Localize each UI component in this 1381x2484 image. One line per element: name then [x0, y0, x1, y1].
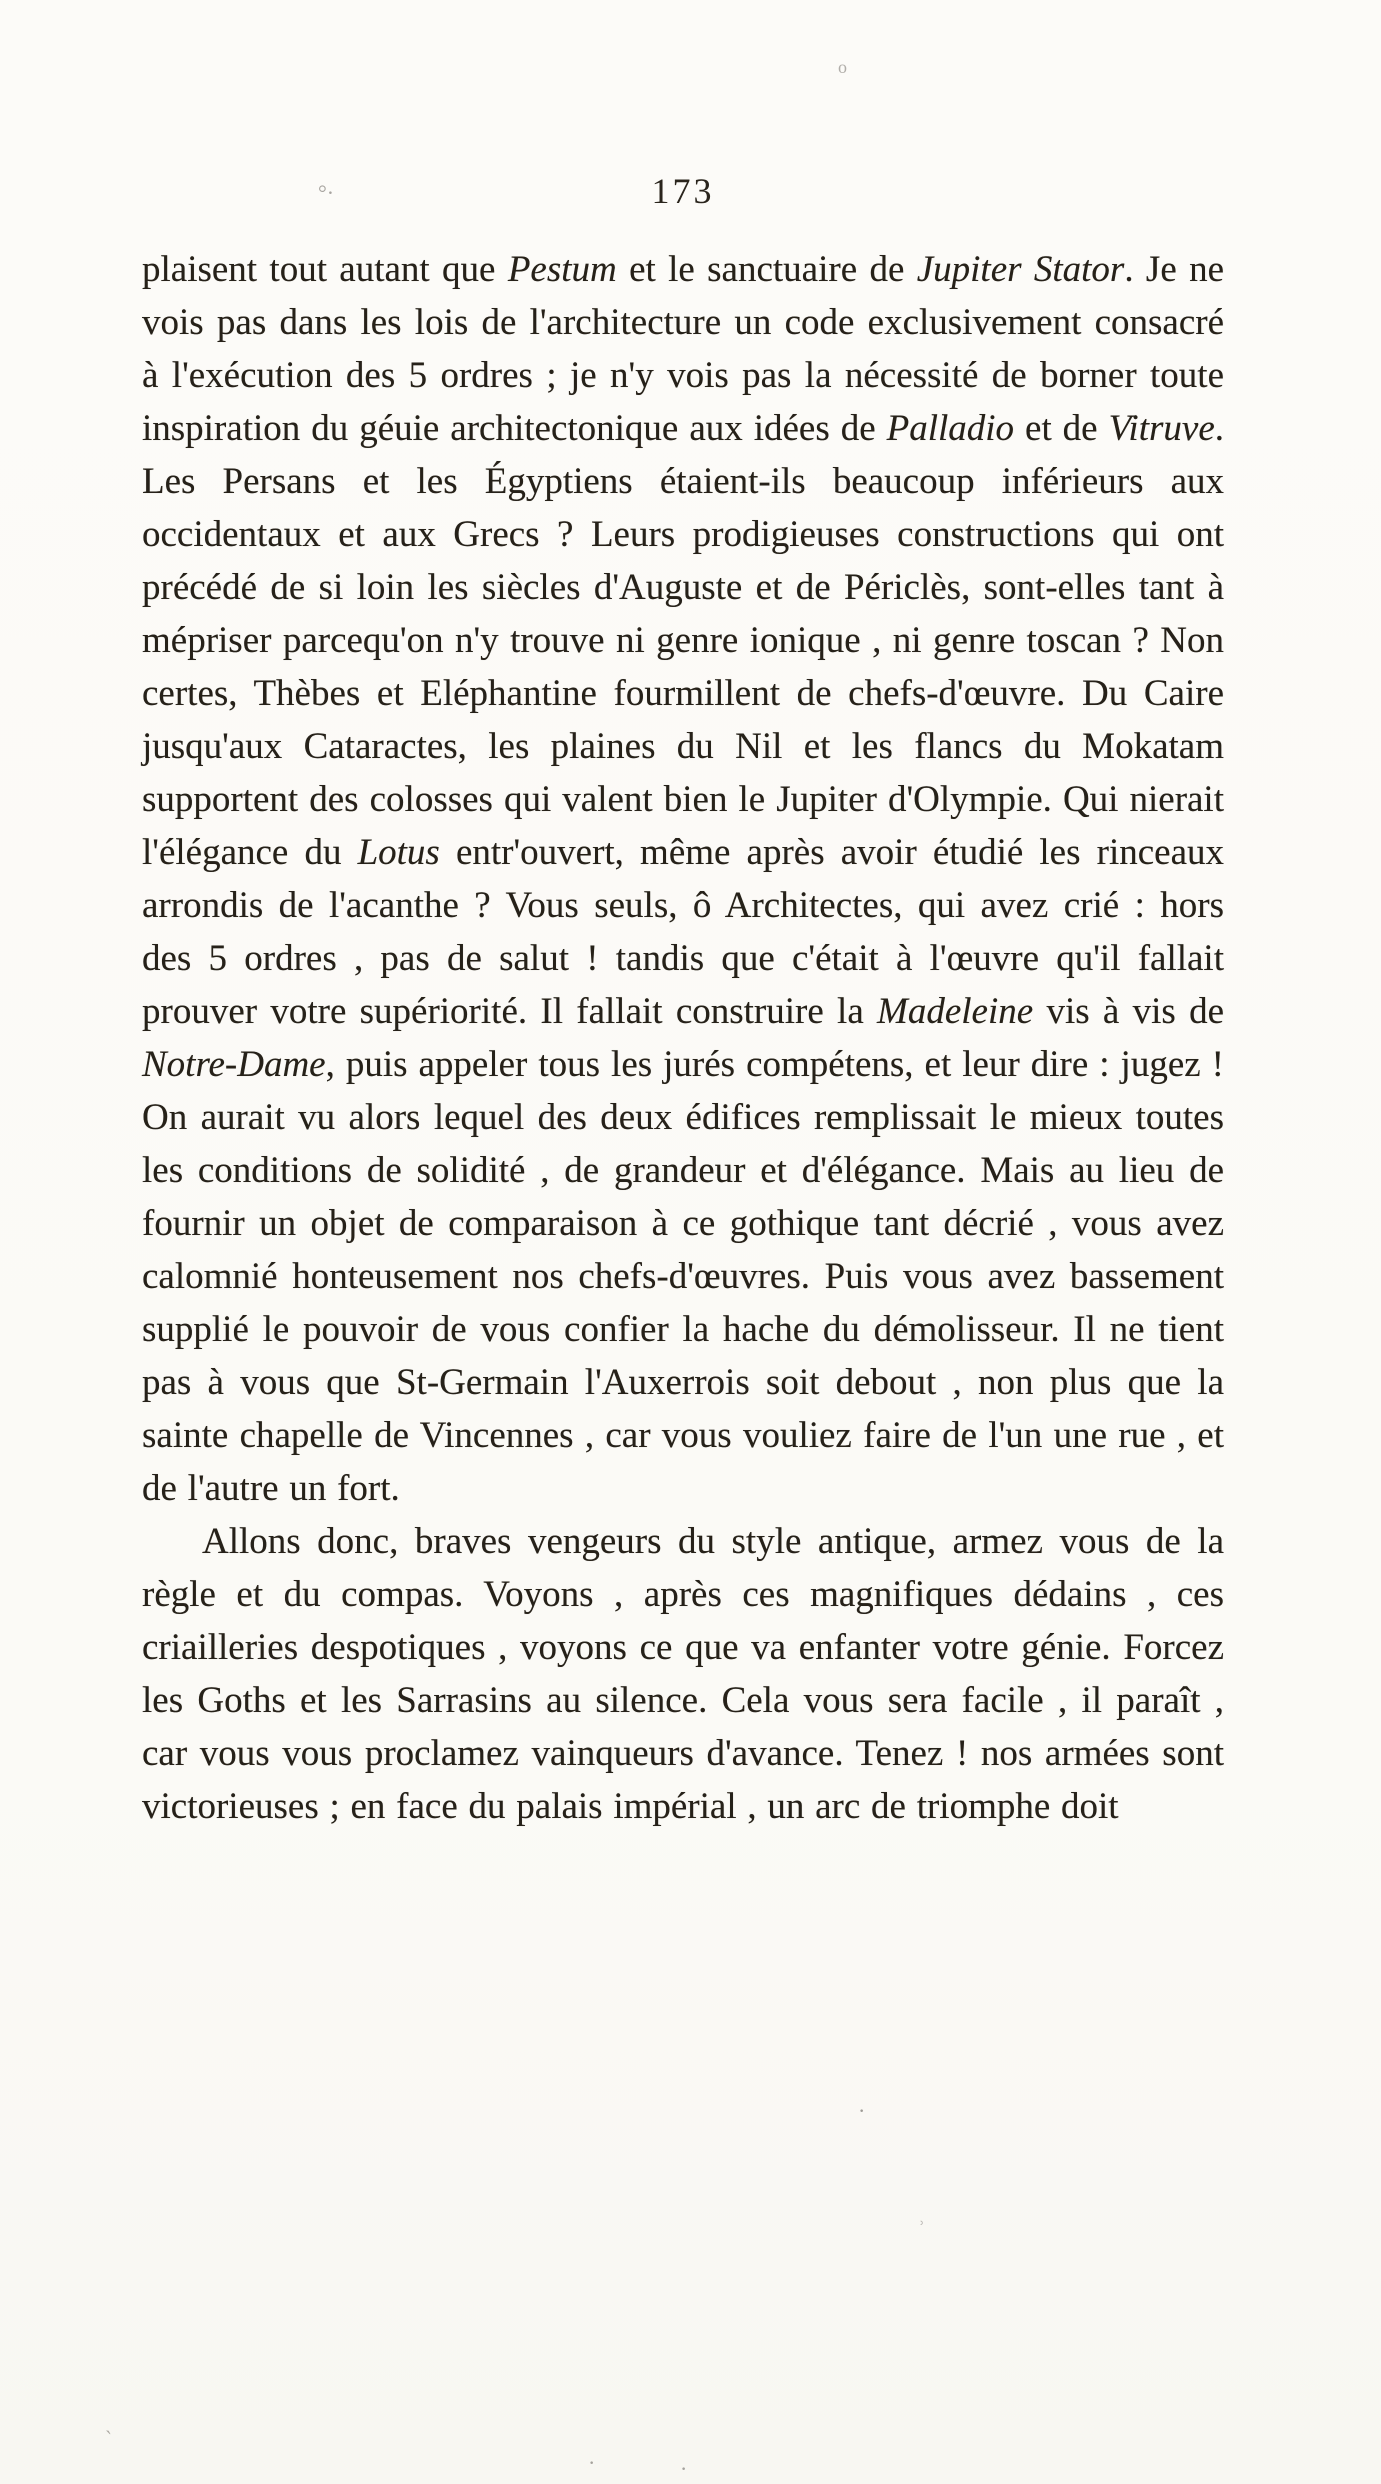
italic-run: Vitruve [1108, 408, 1215, 449]
text-run: , puis appeler tous les jurés compétens, et leur dire : jugez ! On aurait vu alors lequel des deux édifices remplissait le mieux toutes les conditions de solidité , de grandeur et d'élégance. Mais au lieu de fournir un objet de comparaison à ce gothique tant décrié , vous avez calomnié honteusement nos chefs-d'œuvres. Puis vous avez bassement supplié le pouvoir de vous confier la hache du démolisseur. Il ne tient pas à vous que St-Germain l'Auxerrois soit debout , non plus que la sainte chapelle de Vincennes , car vous vouliez faire de l'un une rue , et de l'autre un fort. [142, 1044, 1224, 1509]
text-run: et le sanctuaire de [616, 249, 917, 290]
page-number: 173 [651, 171, 715, 211]
paragraph [142, 1515, 1224, 1833]
text-run: et de [1014, 408, 1109, 449]
scan-artifact: °· [318, 180, 335, 205]
scan-artifact: · [858, 2098, 866, 2123]
italic-run: Pestum [507, 249, 617, 290]
text-run: . Je ne vois pas dans les lois de l'architecture un code exclusivement consacré à l'exécution des 5 ordres ; je n'y vois pas la nécessité de borner toute inspiration du géuie architectonique aux idées de [142, 249, 1225, 449]
italic-run: Madeleine [877, 991, 1034, 1032]
text-run: vis à vis de [1033, 991, 1224, 1032]
text-run: . Les Persans et les Égyptiens étaient-ils beaucoup inférieurs aux occidentaux et aux Grecs ? Leurs prodigieuses constructions qui ont précédé de si loin les siècles d'Auguste et de Périclès, sont-elles tant à mépriser parcequ'on n'y trouve ni genre ionique , ni genre toscan ? Non certes, Thèbes et Eléphantine fourmillent de chefs-d'œuvre. Du Caire jusqu'aux Cataractes, les plaines du Nil et les flancs du Mokatam supportent des colosses qui valent bien le Jupiter d'Olympie. Qui nierait l'élégance du [142, 408, 1224, 873]
italic-run: Jupiter Stator [916, 249, 1125, 290]
paragraph [142, 243, 1224, 1515]
text-run: entr'ouvert, même après avoir étudié les rinceaux arrondis de l'acanthe ? Vous seuls, ô Architectes, qui avez crié : hors des 5 ordres , pas de salut ! tandis que c'était à l'œuvre qu'il fallait prouver votre supériorité. Il fallait construire la [142, 832, 1224, 1032]
scan-artifact: ` [102, 2425, 114, 2452]
scan-artifact: · . [588, 2450, 727, 2475]
text-run: plaisent tout autant que [142, 249, 508, 290]
scan-artifact: ˒ [918, 2206, 926, 2231]
body-text [142, 243, 1224, 1833]
italic-run: Notre-Dame [142, 1044, 326, 1085]
text-run: Allons donc, braves vengeurs du style antique, armez vous de la règle et du compas. Voyons , après ces magnifiques dédains , ces criailleries despotiques , voyons ce que va enfanter votre génie. Forcez les Goths et les Sarrasins au silence. Cela vous sera facile , il paraît , car vous vous proclamez vainqueurs d'avance. Tenez ! nos armées sont victorieuses ; en face du palais impérial , un arc de triomphe doit [142, 1521, 1224, 1827]
italic-run: Lotus [357, 832, 440, 873]
scan-artifact: o [838, 57, 847, 77]
italic-run: Palladio [886, 408, 1015, 449]
